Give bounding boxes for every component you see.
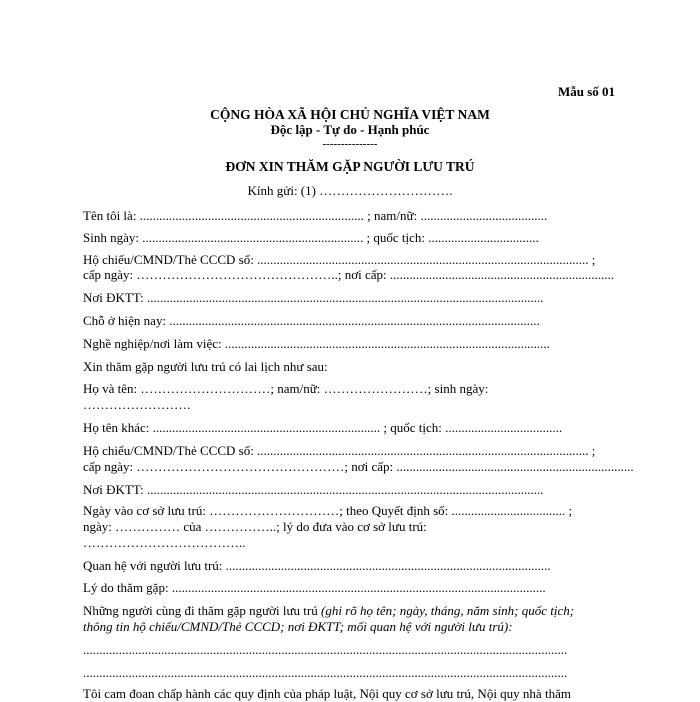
companions-note-2: thông tin hộ chiếu/CMND/Thẻ CCCD; nơi ĐKTT; mối quan hệ với người lưu trú): — [83, 619, 513, 634]
companions-label — [83, 603, 574, 619]
visit-intro: Xin thăm gặp người lưu trú có lai lịch như sau: — [83, 359, 328, 374]
companions-label-text: Những người cùng đi thăm gặp người lưu trú — [83, 603, 321, 618]
resident-entry-decision-line: ngày: …………… của ……………..; lý do đưa vào cơ sở lưu trú: — [83, 519, 427, 534]
applicant-residence-line: Nơi ĐKTT: .......................................................................................................................... — [83, 290, 544, 305]
applicant-current-address-line: Chỗ ở hiện nay: .................................................................................................................. — [83, 313, 540, 328]
page-title: ĐƠN XIN THĂM GẶP NGƯỜI LƯU TRÚ — [225, 159, 475, 174]
pledge-text: Tôi cam đoan chấp hành các quy định của pháp luật, Nội quy cơ sở lưu trú, Nội quy nhà thăm — [83, 686, 571, 701]
resident-entry-date-line: Ngày vào cơ sở lưu trú: …………………………; theo Quyết định số: ................................... ; — [83, 503, 573, 518]
applicant-dob-line: Sinh ngày: .................................................................... ; quốc tịch: .................................. — [83, 230, 539, 245]
heading-rule: --------------- — [322, 138, 378, 150]
motto: Độc lập - Tự do - Hạnh phúc — [270, 122, 430, 137]
resident-entry-reason-line: ……………………………….. — [83, 535, 246, 550]
visit-reason-line: Lý do thăm gặp: ................................................................................................................... — [83, 580, 546, 595]
resident-other-name-line: Họ tên khác: ...................................................................... ; quốc tịch: .................................... — [83, 420, 563, 435]
applicant-name-line: Tên tôi là: ..................................................................... ; nam/nữ: ....................................... — [83, 208, 548, 223]
country-heading: CỘNG HÒA XÃ HỘI CHỦ NGHĨA VIỆT NAM — [210, 107, 490, 122]
companions-blank-2: ..................................................................................................................................................... — [83, 665, 568, 680]
applicant-id-line: Hộ chiếu/CMND/Thẻ CCCD số: ...................................................................................................... ; — [83, 252, 596, 267]
resident-id-issue-line: cấp ngày: …………………………………………; nơi cấp: ......................................................................... — [83, 459, 634, 474]
companions-blank-1: ..................................................................................................................................................... — [83, 642, 568, 657]
form-code: Mẫu số 01 — [558, 84, 616, 99]
companions-note: (ghi rõ họ tên; ngày, tháng, năm sinh; quốc tịch; — [321, 603, 575, 618]
resident-id-line: Hộ chiếu/CMND/Thẻ CCCD số: ...................................................................................................... ; — [83, 443, 596, 458]
addressee: Kính gửi: (1) …………………………. — [247, 183, 453, 198]
resident-residence-line: Nơi ĐKTT: .......................................................................................................................... — [83, 482, 544, 497]
applicant-id-issue-line: cấp ngày: ………………………………………..; nơi cấp: ..................................................................... — [83, 267, 615, 282]
relation-line: Quan hệ với người lưu trú: .................................................................................................... — [83, 558, 551, 573]
resident-name-line: Họ và tên: …………………………; nam/nữ: ……………………; sinh ngày: — [83, 381, 489, 396]
resident-dob-line: ……………………. — [83, 397, 191, 412]
applicant-job-line: Nghề nghiệp/nơi làm việc: .................................................................................................... — [83, 336, 550, 351]
